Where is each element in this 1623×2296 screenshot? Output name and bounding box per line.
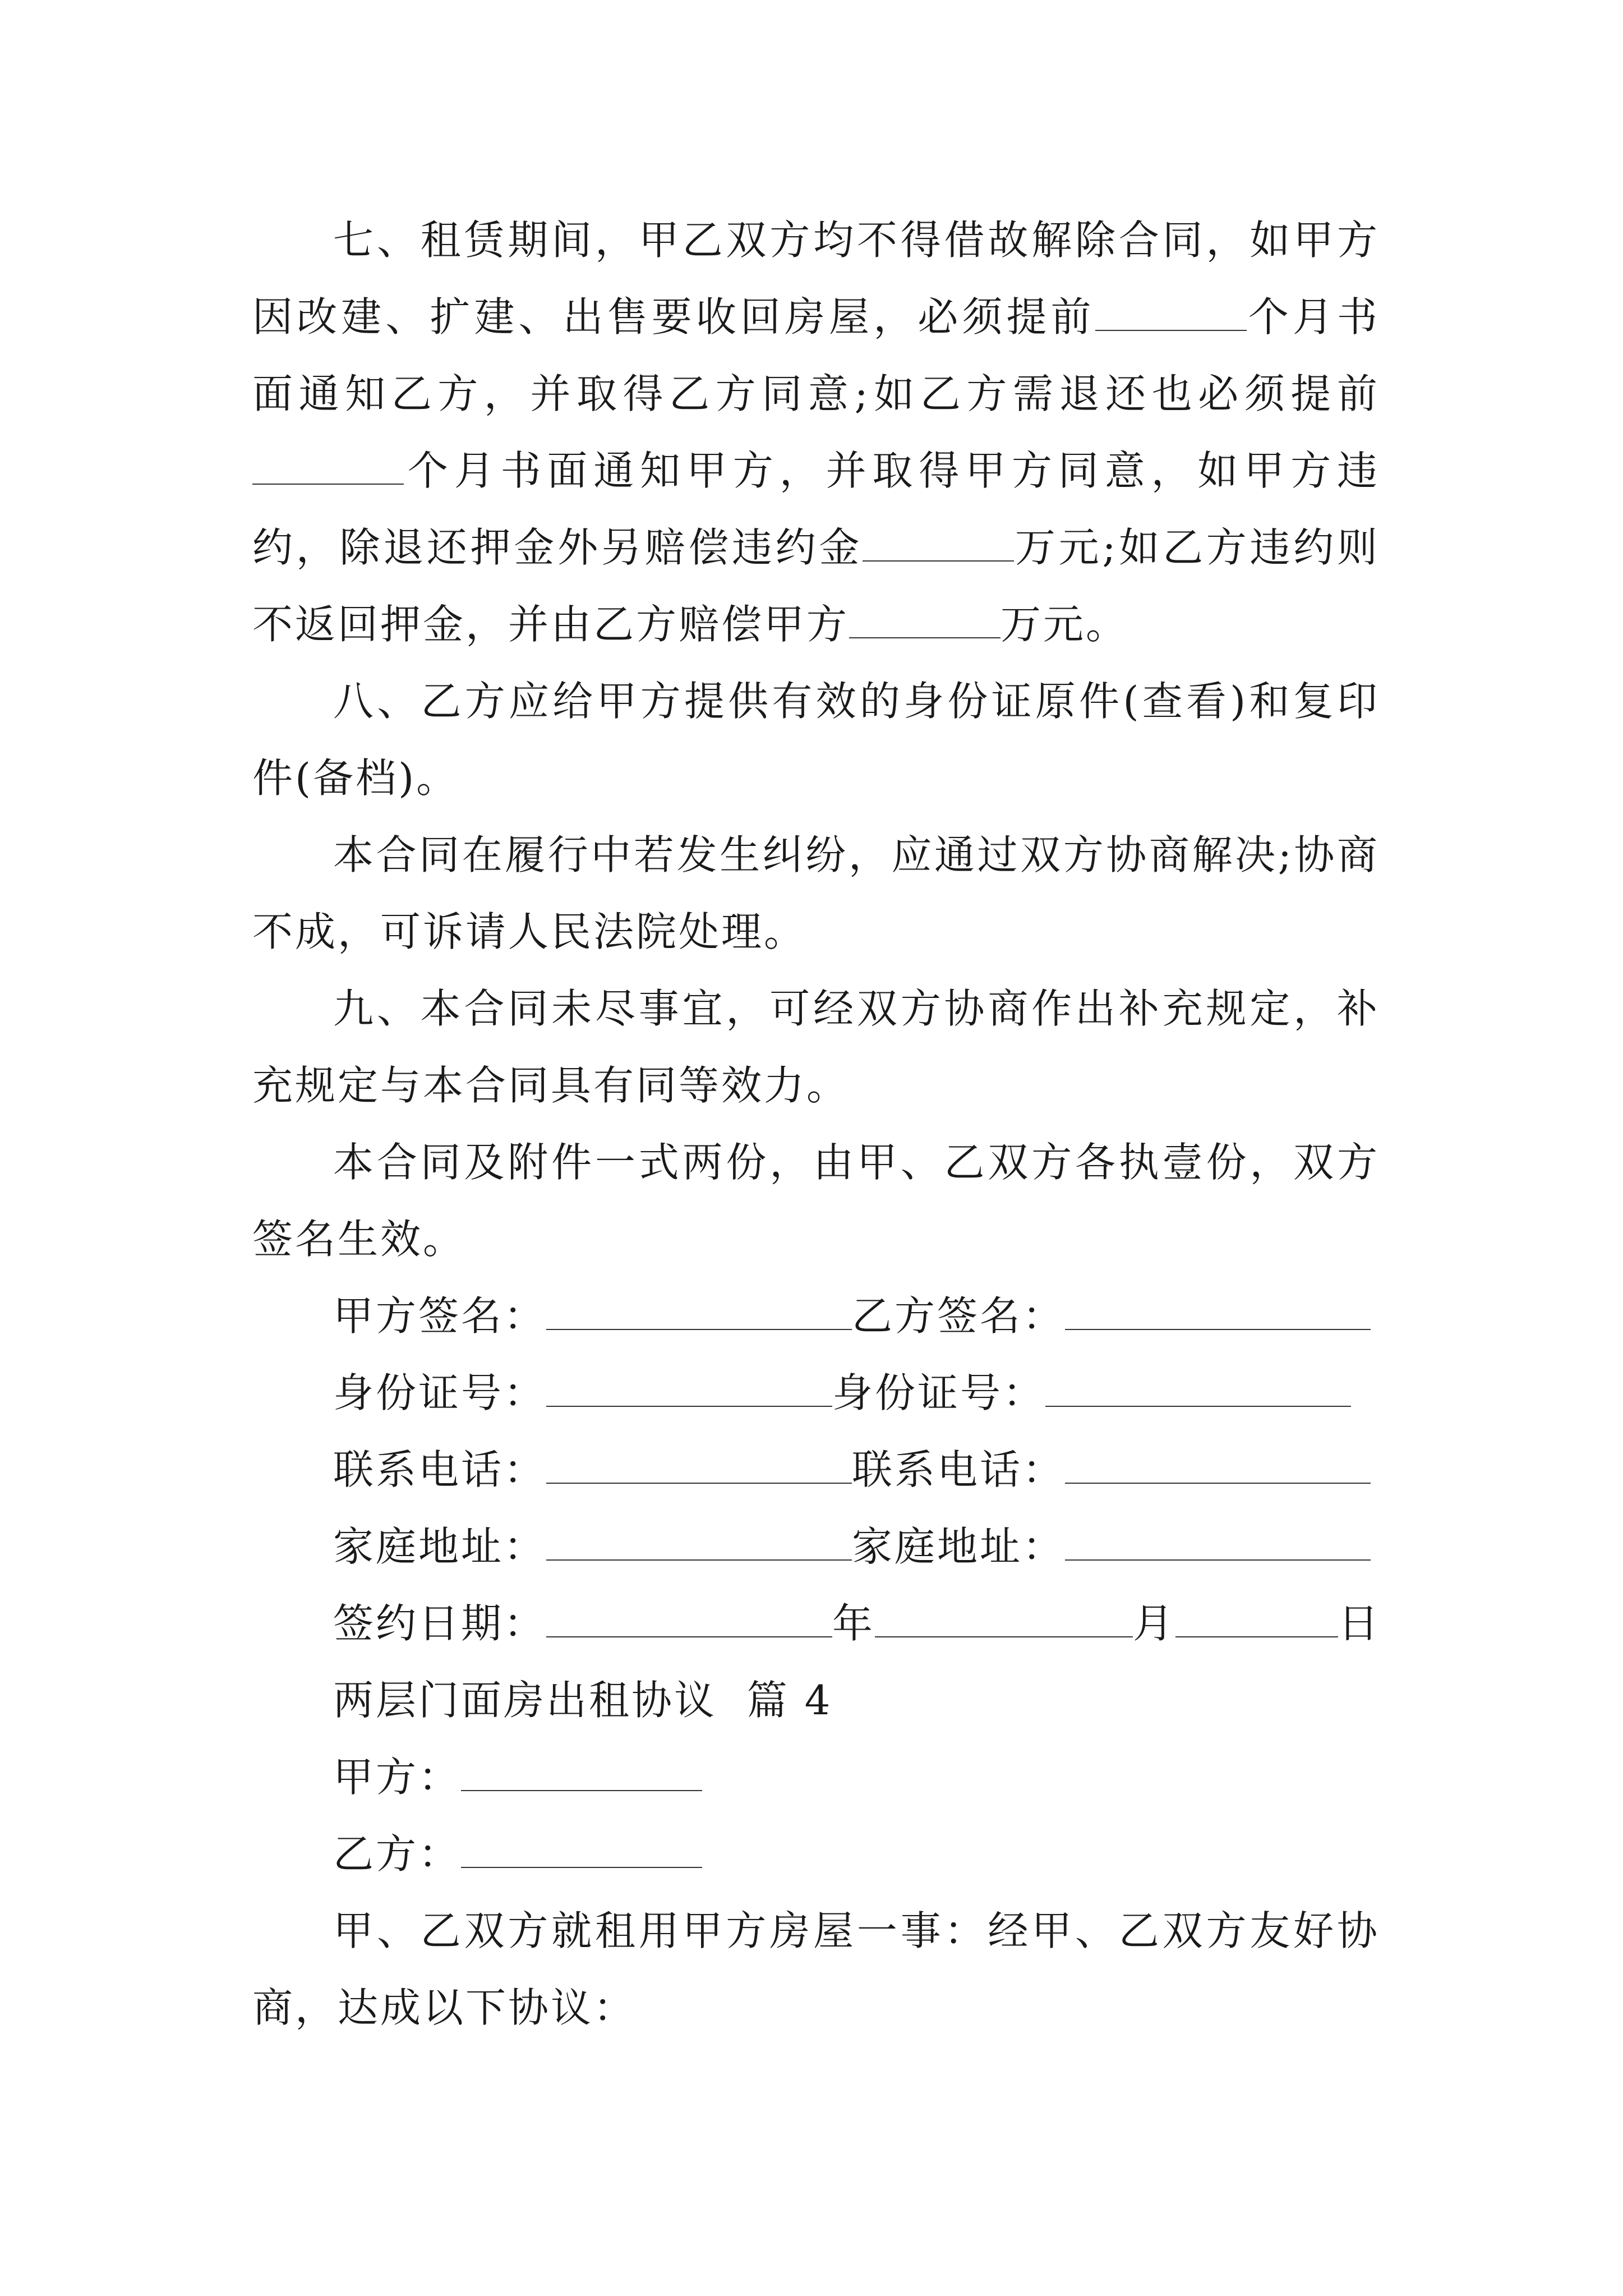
party-b-address-label: 家庭地址： (852, 1523, 1066, 1570)
copies-clause: 本合同及附件一式两份，由甲、乙双方各执壹份，双方签名生效。 (252, 1139, 1380, 1263)
blank-months-notice-b (252, 450, 404, 485)
section-4-party-b-row (252, 1816, 1380, 1893)
address-row (252, 1508, 1380, 1585)
section-4-party-a-blank (461, 1756, 702, 1791)
year-label: 年 (832, 1600, 875, 1647)
document-body (252, 202, 1380, 2046)
blank-months-notice-a (1095, 296, 1247, 331)
month-blank (875, 1603, 1133, 1637)
party-b-sign-label: 乙方签名： (852, 1292, 1066, 1340)
clause-8: 八、乙方应给甲方提供有效的身份证原件(查看)和复印件(备档)。 (252, 678, 1380, 802)
party-a-phone-blank (546, 1449, 852, 1484)
clause-9: 九、本合同未尽事宜，可经双方协商作出补充规定，补充规定与本合同具有同等效力。 (252, 985, 1380, 1109)
party-b-address-blank (1065, 1526, 1371, 1561)
party-b-phone-label: 联系电话： (852, 1446, 1066, 1493)
id-row (252, 1355, 1380, 1432)
year-blank (546, 1603, 832, 1637)
day-blank (1175, 1603, 1338, 1637)
dispute-clause: 本合同在履行中若发生纠纷，应通过双方协商解决;协商不成，可诉请人民法院处理。 (252, 831, 1380, 955)
clause-7-text-d: 万元;如乙方违约则不返回押金，并由乙方赔偿甲方 (252, 524, 1380, 648)
blank-penalty-a (863, 527, 1014, 562)
signature-row (252, 1278, 1380, 1355)
section-4-party-a-label: 甲方： (333, 1754, 462, 1801)
party-b-id-label: 身份证号： (832, 1369, 1046, 1416)
phone-row (252, 1432, 1380, 1508)
blank-penalty-b (849, 604, 1000, 638)
party-a-id-blank (546, 1372, 832, 1407)
section-4-title: 两层门面房出租协议 篇 4 (333, 1677, 833, 1724)
party-a-phone-label: 联系电话： (333, 1446, 547, 1493)
clause-7-text-e: 万元。 (1000, 601, 1129, 648)
section-4-party-b-blank (461, 1833, 702, 1868)
section-4-party-a-row (252, 1739, 1380, 1816)
clause-7-text-c: 个月书面通知甲方，并取得甲方同意，如甲方违约，除退还押金外另赔偿违约金 (252, 447, 1380, 571)
clause-7-text-b: 个月书面通知乙方，并取得乙方同意;如乙方需退还也必须提前 (252, 293, 1380, 417)
party-a-address-blank (546, 1526, 852, 1561)
party-b-phone-blank (1065, 1449, 1371, 1484)
party-a-sign-blank (546, 1295, 852, 1330)
date-row (252, 1585, 1380, 1662)
month-label: 月 (1133, 1600, 1176, 1647)
day-label: 日 (1338, 1600, 1381, 1647)
date-label: 签约日期： (333, 1600, 547, 1647)
party-b-id-blank (1045, 1372, 1351, 1407)
section-4-party-b-label: 乙方： (333, 1830, 462, 1878)
clause-7-text-a: 七、租赁期间，甲乙双方均不得借故解除合同，如甲方因改建、扩建、出售要收回房屋，必须提前 (252, 217, 1380, 341)
party-a-id-label: 身份证号： (333, 1369, 547, 1416)
party-b-sign-blank (1065, 1295, 1371, 1330)
party-a-sign-label: 甲方签名： (333, 1292, 547, 1340)
section-4-intro: 甲、乙双方就租用甲方房屋一事：经甲、乙双方友好协商，达成以下协议： (252, 1907, 1380, 2031)
clause-7 (252, 202, 1380, 663)
party-a-address-label: 家庭地址： (333, 1523, 547, 1570)
